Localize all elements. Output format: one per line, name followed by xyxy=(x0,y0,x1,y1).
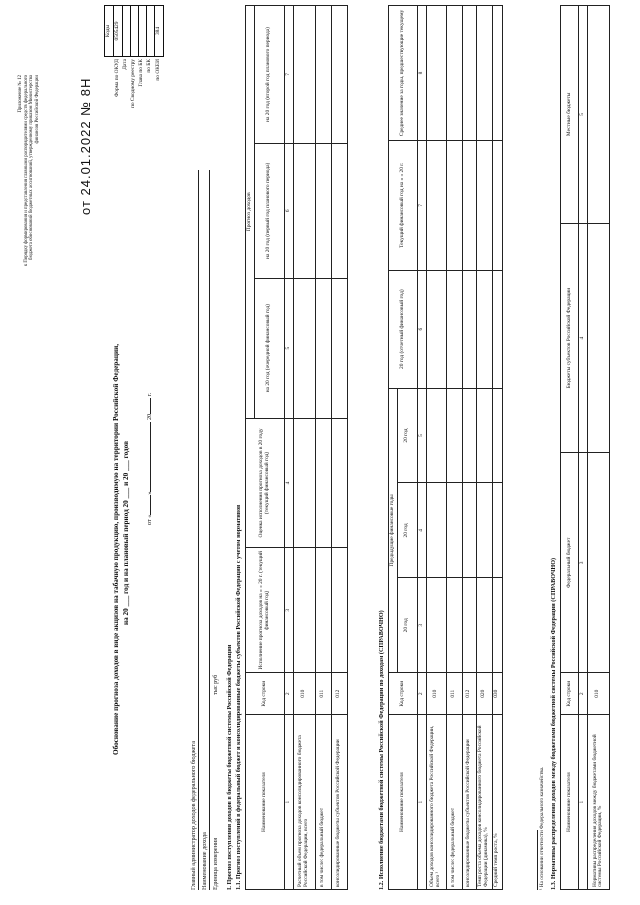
cell[interactable] xyxy=(293,418,315,548)
t11-h-f2: на 20 год (первый год планового периода) xyxy=(254,143,284,278)
cell[interactable] xyxy=(462,578,476,673)
cell[interactable] xyxy=(426,270,446,388)
t12-h-y2: 20 год xyxy=(397,483,417,578)
row-code: 010 xyxy=(426,673,446,715)
code-label: по БК xyxy=(146,59,153,73)
cell[interactable] xyxy=(426,483,446,578)
row-code: 020 xyxy=(476,673,492,715)
t11-h-name: Наименование показателя xyxy=(246,715,285,890)
cell[interactable] xyxy=(476,270,492,388)
cell[interactable] xyxy=(315,278,331,418)
col-num: 5 xyxy=(579,6,588,224)
col-num: 4 xyxy=(417,483,426,578)
admin-label: Главный администратор доходов федерального бюджета xyxy=(190,741,197,890)
code-value: 384 xyxy=(154,6,163,57)
row-code: 010 xyxy=(587,673,609,715)
row-code: 011 xyxy=(446,673,462,715)
col-num: 4 xyxy=(284,418,293,548)
code-label: по ОКЕИ xyxy=(154,59,161,81)
cell[interactable] xyxy=(462,388,476,483)
cell[interactable] xyxy=(293,143,315,278)
cell[interactable] xyxy=(492,270,502,388)
t12-h-rep: 20 год (отчетный финансовый год) xyxy=(389,270,418,388)
col-num: 5 xyxy=(417,388,426,483)
cell[interactable] xyxy=(426,388,446,483)
table-row xyxy=(476,6,492,890)
col-num: 8 xyxy=(417,6,426,141)
revenue-underline xyxy=(209,170,210,890)
codes-header: Коды xyxy=(105,6,114,57)
table-row xyxy=(446,6,462,890)
appendix-block xyxy=(18,75,40,275)
t12-h-prev: Предыдущие финансовые годы xyxy=(389,388,398,673)
cell[interactable] xyxy=(315,418,331,548)
unit-value: тыс руб xyxy=(212,674,219,695)
cell[interactable] xyxy=(315,143,331,278)
t11-h-code: Код строки xyxy=(246,673,285,715)
table-1-2 xyxy=(388,5,503,890)
date-year: 20 xyxy=(146,413,153,420)
row-name: в том числе: федеральный бюджет xyxy=(315,715,331,890)
col-num: 1 xyxy=(579,715,588,890)
appendix-text: к Порядку формирования и представления главными распорядителями средств федерального бюджета обоснований бюджетных ассигнований, утвержденному приказом Министерства финансов Российской Федерации xyxy=(23,75,40,267)
t12-h-avg: Среднее значение за годы, предшествующие текущему xyxy=(389,6,418,141)
row-name: Нормативы распределения доходов между бюджетами бюджетной системы Российской Федерации, % xyxy=(587,715,609,890)
col-num: 6 xyxy=(417,270,426,388)
cell[interactable] xyxy=(587,6,609,224)
section1-title: I. Прогноз поступления доходов в бюджеты бюджетной системы Российской Федерации xyxy=(226,644,233,890)
row-code: 012 xyxy=(331,673,347,715)
code-label: Глава по БК xyxy=(138,59,145,87)
date-suffix: г. xyxy=(146,392,153,397)
date-prefix: от « xyxy=(146,514,153,525)
cell[interactable] xyxy=(492,578,502,673)
row-name: Расчетный объем прогноза доходов консолидированного бюджета Российской Федерации, всего xyxy=(293,715,315,890)
col-num: 1 xyxy=(417,715,426,890)
t13-h-loc: Местные бюджеты xyxy=(561,6,579,224)
t11-h-est: Оценка исполнения прогноза доходов в 20 году (текущий финансовый год) xyxy=(246,418,285,548)
cell[interactable] xyxy=(426,578,446,673)
code-label: Дата xyxy=(122,59,129,70)
date-mid: » xyxy=(146,491,153,495)
section13-title: 1.3. Нормативы распределения доходов между бюджетами бюджетной системы Российской Федерации (СПРАВОЧНО) xyxy=(550,557,557,890)
t12-h-cur: Текущий финансовый год на « » 20 г. xyxy=(389,140,418,270)
cell[interactable] xyxy=(492,483,502,578)
col-num: 3 xyxy=(417,578,426,673)
t13-h-reg: Бюджеты субъектов Российской Федерации xyxy=(561,223,579,453)
cell[interactable] xyxy=(462,140,476,270)
code-value xyxy=(138,6,146,57)
cell[interactable] xyxy=(293,278,315,418)
section12-title: 1.2. Исполнение бюджетами бюджетной системы Российской Федерации по доходам (СПРАВОЧНО) xyxy=(378,610,385,890)
t11-h-f3: на 20 год (второй год планового периода) xyxy=(254,6,284,144)
cell[interactable] xyxy=(446,483,462,578)
cell[interactable] xyxy=(476,140,492,270)
row-code: 011 xyxy=(315,673,331,715)
unit-label: Единица измерения xyxy=(212,837,219,890)
code-value xyxy=(146,6,154,57)
t11-h-f1: на 20 год (очередной финансовый год) xyxy=(254,278,284,418)
cell[interactable] xyxy=(293,548,315,673)
section11-title: 1.1. Прогноз поступлений в федеральный бюджет и консолидированные бюджеты субъектов Российской Федерации с учетом нормативов xyxy=(235,504,242,890)
col-num: 7 xyxy=(417,140,426,270)
t13-h-fed: Федеральный бюджет xyxy=(561,453,579,673)
code-value xyxy=(130,6,138,57)
row-code: 030 xyxy=(492,673,502,715)
form-title-line1: Обоснование прогноза доходов в виде акцизов на табачную продукцию, производимую на территории Российской Федерации, xyxy=(112,343,120,755)
cell[interactable] xyxy=(492,388,502,483)
cell[interactable] xyxy=(331,143,347,278)
col-num: 7 xyxy=(284,6,293,144)
cell[interactable] xyxy=(315,548,331,673)
col-num: 2 xyxy=(579,673,588,715)
row-name: в том числе: федеральный бюджет xyxy=(446,715,462,890)
cell[interactable] xyxy=(446,140,462,270)
table-row xyxy=(426,6,446,890)
cell[interactable] xyxy=(492,140,502,270)
cell[interactable] xyxy=(446,6,462,141)
cell[interactable] xyxy=(293,6,315,144)
cell[interactable] xyxy=(476,388,492,483)
t12-h-y3: 20 год xyxy=(397,388,417,483)
cell[interactable] xyxy=(476,6,492,141)
row-name: Объем доходов консолидированного бюджета Российской Федерации, всего ¹ xyxy=(426,715,446,890)
table-1-1 xyxy=(245,5,348,890)
col-num: 2 xyxy=(417,673,426,715)
footnote: ¹ На основании отчетности Федерального казначейства. xyxy=(539,766,545,890)
cell[interactable] xyxy=(462,483,476,578)
cell[interactable] xyxy=(462,270,476,388)
cell[interactable] xyxy=(446,270,462,388)
table-row xyxy=(462,6,476,890)
table-1-3 xyxy=(560,5,610,890)
col-num: 6 xyxy=(284,143,293,278)
form-title-line2: на 20 ___ год и на плановый период 20 ___ и 20 ___ годов xyxy=(122,441,130,625)
appendix-number: Приложение № 12 xyxy=(18,75,23,113)
cell[interactable] xyxy=(587,223,609,453)
appendix-order: от 24.01.2022 № 8Н xyxy=(78,77,93,215)
code-label: по Сводному реестру xyxy=(130,59,137,108)
t11-h-forecast: Прогноз доходов xyxy=(246,6,255,419)
col-num: 3 xyxy=(579,453,588,673)
table-row xyxy=(587,6,609,890)
cell[interactable] xyxy=(476,578,492,673)
table-row xyxy=(293,6,315,890)
code-value xyxy=(122,6,130,57)
revenue-label: Наименование дохода xyxy=(201,832,208,890)
t13-h-name: Наименование показателя xyxy=(561,715,579,890)
cell[interactable] xyxy=(476,483,492,578)
cell[interactable] xyxy=(492,6,502,141)
t11-h-exec: Исполнение прогноза доходов на « » 20 г. (текущий финансовый год) xyxy=(246,548,285,673)
cell[interactable] xyxy=(426,140,446,270)
table-row xyxy=(331,6,347,890)
col-num: 3 xyxy=(284,548,293,673)
t12-h-name: Наименование показателя xyxy=(389,715,418,890)
date-line xyxy=(146,393,153,525)
col-num: 1 xyxy=(284,715,293,890)
row-code: 010 xyxy=(293,673,315,715)
col-num: 2 xyxy=(284,673,293,715)
code-value: 0505429 xyxy=(113,6,122,57)
col-num: 4 xyxy=(579,223,588,453)
row-code: 012 xyxy=(462,673,476,715)
cell[interactable] xyxy=(331,548,347,673)
table-row xyxy=(315,6,331,890)
cell[interactable] xyxy=(331,418,347,548)
table-row xyxy=(492,6,502,890)
t12-h-y1: 20 год xyxy=(397,578,417,673)
admin-underline xyxy=(198,170,199,890)
cell[interactable] xyxy=(446,388,462,483)
codes-table xyxy=(104,5,164,145)
row-name: Средний темп роста, % xyxy=(492,715,502,890)
row-name: Темп роста объема доходов консолидированного бюджета Российской Федерации (динамика), % xyxy=(476,715,492,890)
cell[interactable] xyxy=(446,578,462,673)
col-num: 5 xyxy=(284,278,293,418)
cell[interactable] xyxy=(426,6,446,141)
cell[interactable] xyxy=(462,6,476,141)
t13-h-code: Код строки xyxy=(561,673,579,715)
row-name: консолидированные бюджеты субъектов Российской Федерации xyxy=(331,715,347,890)
footnote-rule xyxy=(537,830,538,890)
t12-h-code: Код строки xyxy=(389,673,418,715)
cell[interactable] xyxy=(331,278,347,418)
row-name: консолидированные бюджеты субъектов Российской Федерации xyxy=(462,715,476,890)
cell[interactable] xyxy=(587,453,609,673)
code-label: Форма по ОКУД xyxy=(113,59,120,97)
cell[interactable] xyxy=(331,6,347,144)
cell[interactable] xyxy=(315,6,331,144)
